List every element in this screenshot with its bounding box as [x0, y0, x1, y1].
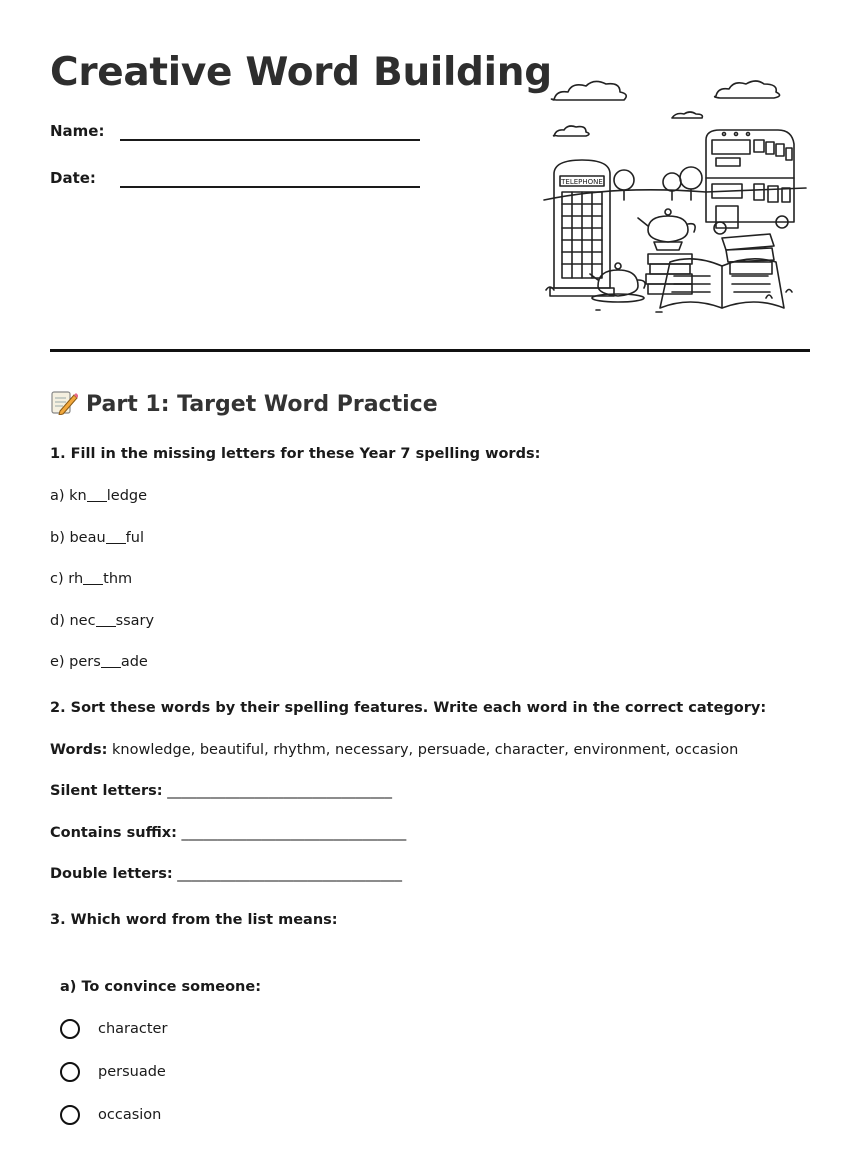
spelling-item-e: e) pers ade	[50, 654, 148, 670]
spelling-item-a: a) kn ledge	[50, 488, 148, 504]
word-list	[50, 742, 738, 758]
cloud-icon	[715, 81, 780, 98]
option-character[interactable]	[60, 1019, 360, 1045]
blank-line[interactable]	[106, 543, 126, 544]
spelling-item-b: b) beau ful	[50, 530, 144, 546]
question-2-prompt: 2. Sort these words by their spelling features. Write each word in the correct category:	[50, 700, 767, 716]
header-divider	[50, 349, 810, 352]
telephone-sign: TELEPHONE	[561, 178, 603, 186]
option-occasion[interactable]	[60, 1105, 360, 1131]
blank-line[interactable]	[96, 626, 116, 627]
words-text: knowledge, beautiful, rhythm, necessary, persuade, character, environment, occasion	[112, 742, 739, 758]
memo-pencil-icon	[50, 389, 78, 415]
cloud-icon	[551, 81, 626, 100]
name-field[interactable]	[50, 122, 430, 146]
category-silent-letters[interactable]: Silent letters: _______________________________	[50, 783, 392, 799]
spelling-item-c: c) rh thm	[50, 571, 133, 587]
blank-line[interactable]	[87, 501, 107, 502]
london-scene-illustration	[536, 70, 812, 320]
bus-icon	[706, 130, 794, 234]
option-persuade[interactable]	[60, 1062, 360, 1088]
part1-heading-text: Part 1: Target Word Practice	[86, 392, 438, 417]
name-label: Name:	[50, 122, 105, 140]
date-line[interactable]	[120, 186, 420, 188]
teapot-icon	[590, 263, 645, 302]
radio-button[interactable]	[60, 1019, 80, 1039]
words-label: Words:	[50, 742, 108, 758]
question-3-prompt: 3. Which word from the list means:	[50, 912, 338, 928]
option-label: occasion	[98, 1107, 162, 1123]
page-title: Creative Word Building	[50, 50, 552, 95]
blank-line[interactable]	[83, 584, 103, 585]
date-field[interactable]	[50, 169, 430, 193]
radio-button[interactable]	[60, 1105, 80, 1125]
date-label: Date:	[50, 169, 96, 187]
blank-line[interactable]	[101, 667, 121, 668]
spelling-item-d: d) nec ssary	[50, 613, 155, 629]
open-book-icon	[660, 259, 784, 308]
category-contains-suffix[interactable]: Contains suffix: _______________________________	[50, 825, 407, 841]
radio-button[interactable]	[60, 1062, 80, 1082]
question-1-prompt: 1. Fill in the missing letters for these Year 7 spelling words:	[50, 446, 541, 462]
teapot-icon	[638, 209, 695, 250]
name-line[interactable]	[120, 139, 420, 141]
part1-heading	[50, 389, 438, 417]
option-label: character	[98, 1021, 168, 1037]
cloud-icon	[672, 112, 702, 118]
option-label: persuade	[98, 1064, 166, 1080]
category-double-letters[interactable]: Double letters: _______________________________	[50, 866, 402, 882]
telephone-box-icon	[550, 160, 614, 296]
cloud-icon	[554, 126, 590, 136]
question-3a-prompt: a) To convince someone:	[60, 979, 261, 995]
